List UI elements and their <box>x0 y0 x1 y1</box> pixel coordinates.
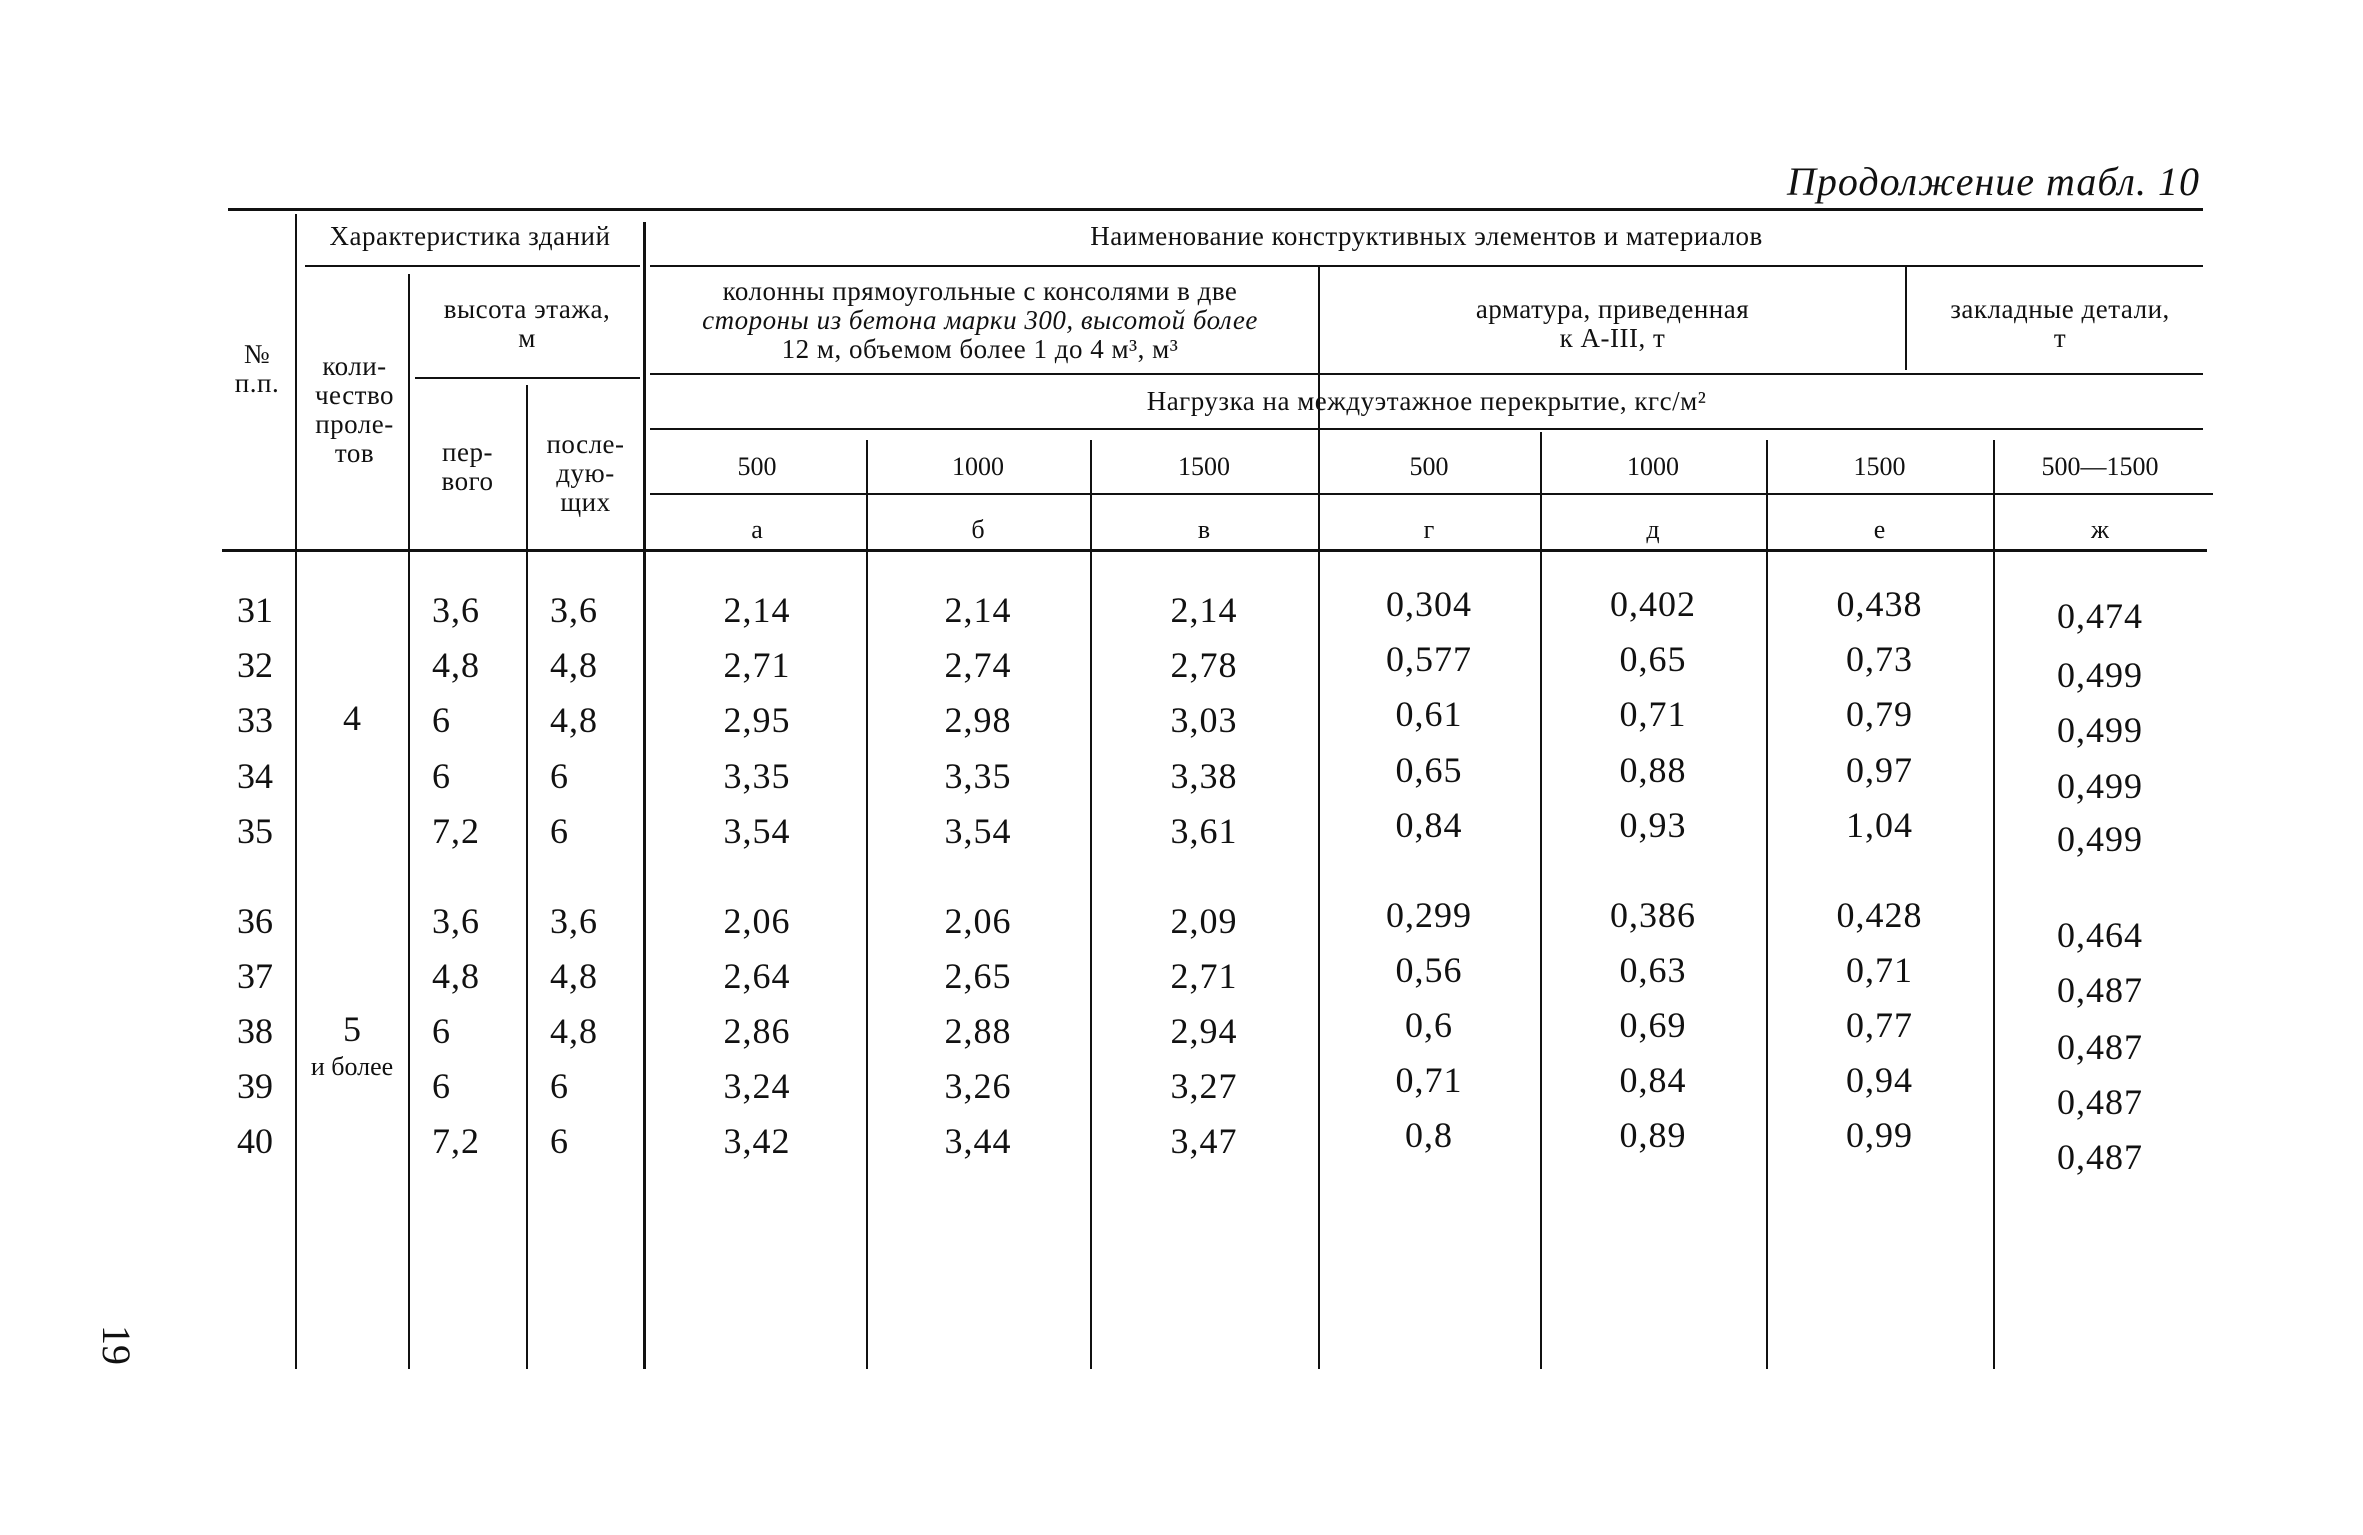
row-number: 40 <box>237 1121 273 1161</box>
group-spans-label: 4 <box>343 698 362 738</box>
header-floor-height: высота этажа, м <box>443 294 611 353</box>
value-cell: 0,97 <box>1846 750 1913 790</box>
value-cell: 0,487 <box>2057 1027 2143 1067</box>
value-cell: 0,428 <box>1836 895 1923 935</box>
value-cell: 0,299 <box>1386 895 1472 935</box>
value-cell: 3,26 <box>944 1066 1012 1106</box>
value-cell: 0,63 <box>1619 950 1687 990</box>
header-first-floor: пер- вого <box>441 437 494 496</box>
first-floor-height: 4,8 <box>432 956 480 996</box>
header-columns-line2: стороны из бетона марки 300, высотой более <box>702 305 1258 335</box>
page-number: 19 <box>94 1325 139 1365</box>
load-header-rule <box>650 428 2203 430</box>
first-floor-height: 3,6 <box>432 901 480 941</box>
column-letter: д <box>1646 515 1660 544</box>
next-floors-height: 4,8 <box>550 645 598 685</box>
col-divider-next <box>643 222 646 1369</box>
load-value: 500 <box>1409 452 1449 481</box>
row-number: 36 <box>237 901 273 941</box>
value-cell: 0,487 <box>2057 1137 2143 1177</box>
value-cell: 0,386 <box>1610 895 1696 935</box>
row-number: 33 <box>237 700 273 740</box>
first-floor-height: 6 <box>432 1066 451 1106</box>
next-floors-height: 4,8 <box>550 956 598 996</box>
next-floors-height: 6 <box>550 1121 569 1161</box>
next-floors-height: 3,6 <box>550 590 598 630</box>
value-cell: 0,65 <box>1619 639 1687 679</box>
row-number: 38 <box>237 1011 273 1051</box>
next-floors-height: 4,8 <box>550 700 598 740</box>
first-floor-height: 6 <box>432 700 451 740</box>
value-cell: 2,06 <box>944 901 1012 941</box>
value-cell: 3,24 <box>723 1066 791 1106</box>
value-cell: 0,73 <box>1846 639 1913 679</box>
value-cell: 2,71 <box>1170 956 1238 996</box>
row-number: 31 <box>237 590 273 630</box>
header-spans: коли- чество проле- тов <box>314 351 395 468</box>
value-cell: 0,69 <box>1619 1005 1687 1045</box>
header-next-floors: после- дую- щих <box>546 429 625 517</box>
value-cell: 0,577 <box>1386 639 1472 679</box>
column-letter: ж <box>2091 515 2109 544</box>
value-cell: 3,47 <box>1170 1121 1238 1161</box>
first-floor-height: 7,2 <box>432 1121 480 1161</box>
value-cell: 2,94 <box>1170 1011 1238 1051</box>
col-divider-no <box>295 214 297 1369</box>
value-cell: 0,79 <box>1846 694 1913 734</box>
value-cell: 0,487 <box>2057 970 2143 1010</box>
value-cell: 0,402 <box>1610 584 1696 624</box>
value-cell: 2,06 <box>723 901 791 941</box>
header-columns-line1: колонны прямоугольные с консолями в две <box>722 276 1238 306</box>
building-header-rule <box>305 265 640 267</box>
col-divider-first <box>526 385 528 1369</box>
value-cell: 0,89 <box>1619 1115 1687 1155</box>
value-cell: 0,464 <box>2057 915 2143 955</box>
value-cell: 3,42 <box>723 1121 791 1161</box>
value-cell: 3,61 <box>1170 811 1238 851</box>
element-names-rule <box>650 373 2203 375</box>
load-value: 1500 <box>1178 452 1230 481</box>
load-value: 500—1500 <box>2041 452 2159 481</box>
value-cell: 0,71 <box>1619 694 1687 734</box>
first-floor-height: 6 <box>432 756 451 796</box>
value-cell: 2,65 <box>944 956 1012 996</box>
row-number: 37 <box>237 956 273 996</box>
next-floors-height: 6 <box>550 1066 569 1106</box>
table-continuation-caption: Продолжение табл. 10 <box>1786 159 2200 204</box>
value-cell: 0,438 <box>1836 584 1923 624</box>
value-cell: 2,09 <box>1170 901 1238 941</box>
value-cell: 2,14 <box>944 590 1012 630</box>
elements-header-rule <box>650 265 2203 267</box>
value-cell: 0,71 <box>1846 950 1913 990</box>
value-cell: 0,474 <box>2057 596 2143 636</box>
value-cell: 0,499 <box>2057 819 2143 859</box>
value-cell: 0,88 <box>1619 750 1687 790</box>
value-cell: 0,77 <box>1846 1005 1913 1045</box>
table-top-rule <box>228 208 2203 211</box>
value-cell: 2,64 <box>723 956 791 996</box>
value-cell: 0,65 <box>1395 750 1463 790</box>
value-cell: 2,88 <box>944 1011 1012 1051</box>
value-cell: 2,95 <box>723 700 791 740</box>
first-floor-height: 7,2 <box>432 811 480 851</box>
header-bottom-rule <box>222 549 2207 552</box>
header-elements: Наименование конструктивных элементов и материалов <box>1090 221 1763 251</box>
row-number: 32 <box>237 645 273 685</box>
next-floors-height: 4,8 <box>550 1011 598 1051</box>
load-value: 1000 <box>1627 452 1679 481</box>
value-cell: 0,6 <box>1405 1005 1453 1045</box>
value-cell: 1,04 <box>1846 805 1913 845</box>
value-cell: 3,27 <box>1170 1066 1238 1106</box>
col-divider-f <box>1993 440 1995 1369</box>
value-cell: 0,487 <box>2057 1082 2143 1122</box>
value-cell: 2,98 <box>944 700 1012 740</box>
column-letter: в <box>1197 515 1211 544</box>
first-floor-height: 6 <box>432 1011 451 1051</box>
value-cell: 0,99 <box>1846 1115 1913 1155</box>
value-cell: 0,499 <box>2057 766 2143 806</box>
row-number: 35 <box>237 811 273 851</box>
value-cell: 3,44 <box>944 1121 1012 1161</box>
next-floors-height: 6 <box>550 756 569 796</box>
load-values-rule <box>650 493 2213 495</box>
row-number: 34 <box>237 756 273 796</box>
group-spans-label: 5 <box>343 1009 362 1049</box>
load-value: 1000 <box>952 452 1004 481</box>
value-cell: 2,86 <box>723 1011 791 1051</box>
value-cell: 0,84 <box>1619 1060 1687 1100</box>
header-row-number: № п.п. <box>234 339 280 398</box>
value-cell: 0,499 <box>2057 710 2143 750</box>
value-cell: 0,94 <box>1846 1060 1913 1100</box>
header-building: Характеристика зданий <box>329 221 611 251</box>
next-floors-height: 6 <box>550 811 569 851</box>
row-number: 39 <box>237 1066 273 1106</box>
value-cell: 3,03 <box>1170 700 1238 740</box>
header-load: Нагрузка на междуэтажное перекрытие, кгс/м² <box>1146 386 1707 416</box>
col-divider-rebar <box>1905 265 1907 370</box>
value-cell: 2,14 <box>1170 590 1238 630</box>
load-value: 500 <box>737 452 777 481</box>
header-rebar: арматура, приведенная к А-III, т <box>1475 294 1750 353</box>
value-cell: 3,54 <box>944 811 1012 851</box>
value-cell: 2,74 <box>944 645 1012 685</box>
value-cell: 3,54 <box>723 811 791 851</box>
next-floors-height: 3,6 <box>550 901 598 941</box>
value-cell: 2,14 <box>723 590 791 630</box>
header-columns-line3: 12 м, объемом более 1 до 4 м³, м³ <box>781 334 1179 364</box>
value-cell: 0,8 <box>1405 1115 1453 1155</box>
value-cell: 3,35 <box>723 756 791 796</box>
value-cell: 2,78 <box>1170 645 1238 685</box>
column-letter: г <box>1423 515 1435 544</box>
group-spans-label-suffix: и более <box>310 1052 394 1081</box>
first-floor-height: 3,6 <box>432 590 480 630</box>
value-cell: 0,304 <box>1386 584 1472 624</box>
value-cell: 0,56 <box>1395 950 1463 990</box>
value-cell: 0,61 <box>1395 694 1463 734</box>
header-embedded: закладные детали, т <box>1950 294 2170 353</box>
value-cell: 0,93 <box>1619 805 1687 845</box>
first-floor-height: 4,8 <box>432 645 480 685</box>
value-cell: 0,84 <box>1395 805 1463 845</box>
height-header-rule <box>415 377 640 379</box>
value-cell: 0,499 <box>2057 655 2143 695</box>
value-cell: 0,71 <box>1395 1060 1463 1100</box>
load-value: 1500 <box>1853 452 1906 481</box>
value-cell: 3,38 <box>1170 756 1238 796</box>
column-letter: е <box>1873 515 1886 544</box>
column-letter: б <box>971 515 985 544</box>
column-letter: а <box>751 515 763 544</box>
value-cell: 2,71 <box>723 645 791 685</box>
value-cell: 3,35 <box>944 756 1012 796</box>
